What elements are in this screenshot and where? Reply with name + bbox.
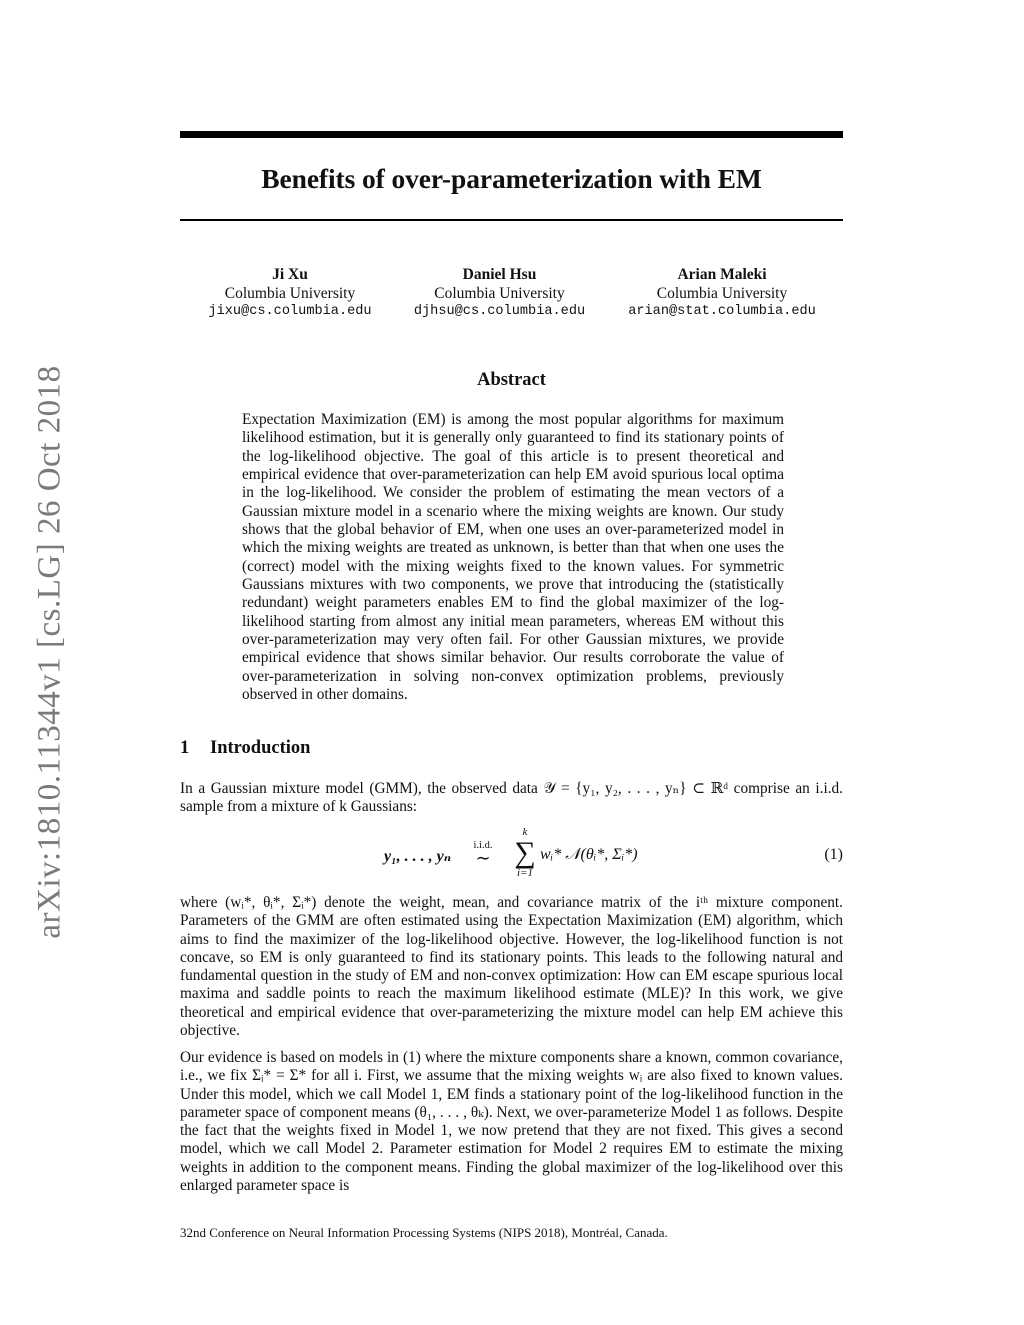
- author-block: [180, 266, 843, 326]
- author-name: Arian Maleki: [677, 266, 767, 283]
- title-top-rule: [180, 131, 843, 138]
- paper-title: Benefits of over-parameterization with EM: [261, 163, 762, 194]
- abstract-text: Expectation Maximization (EM) is among the most popular algorithms for maximum likelihood estimation, but it is generally only guaranteed to find its stationary points of the log-likelihood objective. The goal of this article is to present theoretical and empirical evidence that over-parameterization can help EM avoid spurious local optima in the log-likelihood. We consider the problem of estimating the mean vectors of a Gaussian mixture model in a scenario where the mixing weights are known. Our study shows that the global behavior of EM, when one uses an over-parameterized model in which the mixing weights are treated as unknown, is better than that when one uses the (correct) model with the mixing weights fixed to the known values. For symmetric Gaussians mixtures with two components, we prove that introducing the (statistically redundant) weight parameters enables EM to find the global maximizer of the log-likelihood starting from almost any initial mean parameters, whereas EM without this over-parameterization may very often fail. For other Gaussian mixtures, we provide empirical evidence that shows similar behavior. Our results corroborate the value of over-parameterization in solving non-convex optimization problems, previously observed in other domains.: [242, 411, 784, 704]
- author-1: [196, 266, 384, 322]
- author-affiliation: Columbia University: [656, 284, 788, 302]
- author-affiliation: Columbia University: [224, 284, 356, 302]
- sum-upper-limit: k: [522, 826, 528, 838]
- author-email[interactable]: jixu@cs.columbia.edu: [208, 304, 372, 319]
- author-email[interactable]: arian@stat.columbia.edu: [628, 304, 816, 319]
- author-affiliation: Columbia University: [434, 284, 565, 302]
- intro-paragraph-1: In a Gaussian mixture model (GMM), the observed data 𝒴 = {y₁, y₂, . . . , yₙ} ⊂ ℝᵈ comprise an i.i.d. sample from a mixture of k Gaussians:: [180, 780, 843, 816]
- author-name: Daniel Hsu: [462, 266, 537, 283]
- conference-footnote: 32nd Conference on Neural Information Processing Systems (NIPS 2018), Montréal, Canada.: [180, 1225, 668, 1240]
- equation-relation: [470, 840, 496, 868]
- sum-symbol: ∑: [514, 836, 536, 869]
- author-2: [402, 266, 597, 322]
- equation-rhs: wᵢ* 𝒩(θᵢ*, Σᵢ*): [540, 846, 638, 863]
- equation-number[interactable]: (1): [824, 846, 843, 863]
- sum-lower-limit: i=1: [517, 867, 533, 879]
- arxiv-identifier-stamp: arXiv:1810.11344v1 [cs.LG] 26 Oct 2018: [31, 365, 68, 939]
- author-email[interactable]: djhsu@cs.columbia.edu: [413, 304, 586, 319]
- intro-paragraph-2: where (wᵢ*, θᵢ*, Σᵢ*) denote the weight, mean, and covariance matrix of the iᵗʰ mixture component. Parameters of the GMM are often estimated using the Expectation Maximization (EM) algorithm, which aims to find the maximizer of the log-likelihood objective. However, the log-likelihood function is not concave, so EM is only guaranteed to find its stationary points. This leads to the following natural and fundamental question in the study of EM and non-convex optimization: How can EM escape spurious local maxima and saddle points to reach the maximum likelihood estimate (MLE)? In this work, we give theoretical and empirical evidence that over-parameterizing the mixture model can help EM achieve this objective.: [180, 894, 843, 1040]
- abstract-heading: Abstract: [477, 370, 546, 390]
- equation-1: [180, 826, 843, 884]
- section-number: 1: [180, 738, 190, 758]
- author-3: [616, 266, 828, 322]
- equation-relation-label: i.i.d.: [473, 840, 493, 851]
- equation-lhs: y₁, . . . , yₙ: [384, 848, 452, 865]
- section-title: Introduction: [210, 738, 311, 758]
- equation-tilde-symbol: ∼: [475, 848, 491, 868]
- author-name: Ji Xu: [272, 266, 308, 283]
- section-heading-introduction: [180, 738, 310, 759]
- equation-summation: [513, 826, 537, 880]
- intro-paragraph-3: Our evidence is based on models in (1) where the mixture components share a known, common covariance, i.e., we fix Σᵢ* = Σ* for all i. First, we assume that the mixing weights wᵢ are also fixed to known values. Under this model, which we call Model 1, EM finds a stationary point of the log-likelihood function in the parameter space of component means (θ₁, . . . , θₖ). Next, we over-parameterize Model 1 as follows. Despite the fact that the weights fixed in Model 1, we now pretend that they are not fixed. This gives a second model, which we call Model 2. Parameter estimation for Model 2 requires EM to estimate the mixing weights in addition to the component means. Finding the global maximizer of the log-likelihood over this enlarged parameter space is: [180, 1049, 843, 1195]
- title-bottom-rule: [180, 219, 843, 221]
